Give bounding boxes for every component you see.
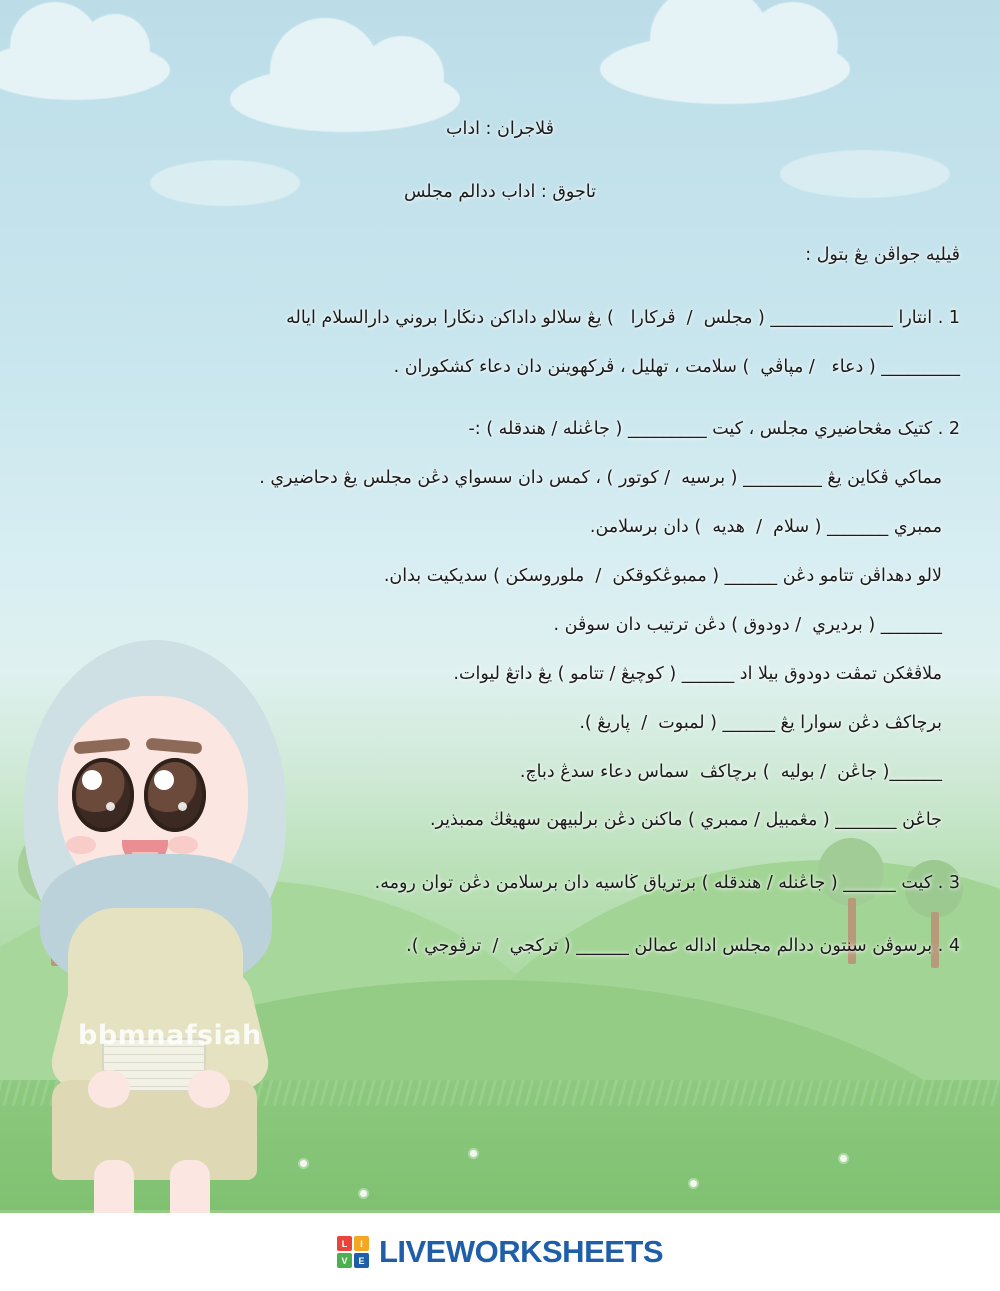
cloud-icon	[0, 40, 170, 100]
brand-name: LIVEWORKSHEETS	[378, 1234, 664, 1269]
footer-bar	[0, 1213, 1000, 1291]
question-2-line-8: ______( جاڠن / بوليه ) برچاكڤ سماس دعاء سدڠ دباچ.	[519, 761, 942, 782]
flower-icon	[690, 1180, 697, 1187]
logo-cube-e: E	[354, 1253, 369, 1268]
topic-line: تاجوق : اداب ددالم مجلس	[404, 181, 596, 202]
question-4-line-1: 4 . برسوڤن سنتون ددالم مجلس اداله عمالن ______ ( تركجي / ترڤوجي ).	[406, 936, 960, 957]
question-2-line-7: برچاكڤ دڠن سوارا يڠ ______ ( لمبوت / ڽاريڠ ).	[579, 712, 942, 733]
logo-cube-i: I	[354, 1236, 369, 1251]
logo-cubes	[337, 1236, 369, 1268]
question-2-line-6: ملاڤڠكن تمڤت دودوق بيلا اد ______ ( كوچيڠ / تتامو ) يڠ داتڠ ليوات.	[453, 663, 942, 684]
question-2-line-4: لالو دهداڤن تتامو دڠن ______ ( ممبوڠكوقكن / ملوروسكن ) سديكيت بدان.	[383, 566, 942, 586]
flower-icon	[470, 1150, 477, 1157]
cloud-icon	[600, 34, 850, 104]
logo-cube-l: L	[337, 1236, 352, 1251]
logo-cube-v: V	[337, 1253, 352, 1268]
worksheet-content	[40, 108, 960, 974]
question-2-line-9: جاڠن _______ ( مڠمبيل / ممبري ) ماكنن دڠن برلبيهن سهيڠڬ ممبذير.	[429, 810, 942, 831]
flower-icon	[840, 1155, 847, 1162]
question-2-line-5: _______ ( برديري / دودوق ) دڠن ترتيب دان سوڤن .	[553, 614, 942, 635]
watermark-text: bbmnafsiah	[78, 1020, 262, 1051]
question-1-line-1: 1 . انتارا ______________ ( مجلس / ڤركارا ) يڠ سلالو داداكن دنڬارا بروني دارالسلام اياله	[286, 307, 960, 328]
subject-line: ڤلاجران : اداب	[445, 119, 554, 139]
question-2-line-1: 2 . كتيک مڠحاضيري مجلس ، كيت _________ ( جاڠنله / هندقله ) :-	[468, 419, 960, 440]
instruction-line: ڤيليه جواڤن يڠ بتول :	[805, 244, 960, 265]
question-2-line-3: ممبري _______ ( سلام / هديه ) دان برسلامن.	[589, 517, 942, 538]
liveworksheets-logo[interactable]	[337, 1234, 663, 1270]
question-1-line-2: _________ ( دعاء / مڽاڤي ) سلامت ، تهليل ، ڤركهوينن دان دعاء كشكوران .	[393, 356, 960, 377]
question-2-line-2: مماكي ڤكاين يڠ _________ ( برسيه / كوتور ) ، كمس دان سسواي دڠن مجلس يڠ دحاضيري .	[259, 468, 942, 489]
flower-icon	[360, 1190, 367, 1197]
question-3-line-1: 3 . كيت ______ ( جاڠنله / هندقله ) برترياق ڬاسيه دان برسلامن دڠن توان رومه.	[374, 873, 960, 894]
